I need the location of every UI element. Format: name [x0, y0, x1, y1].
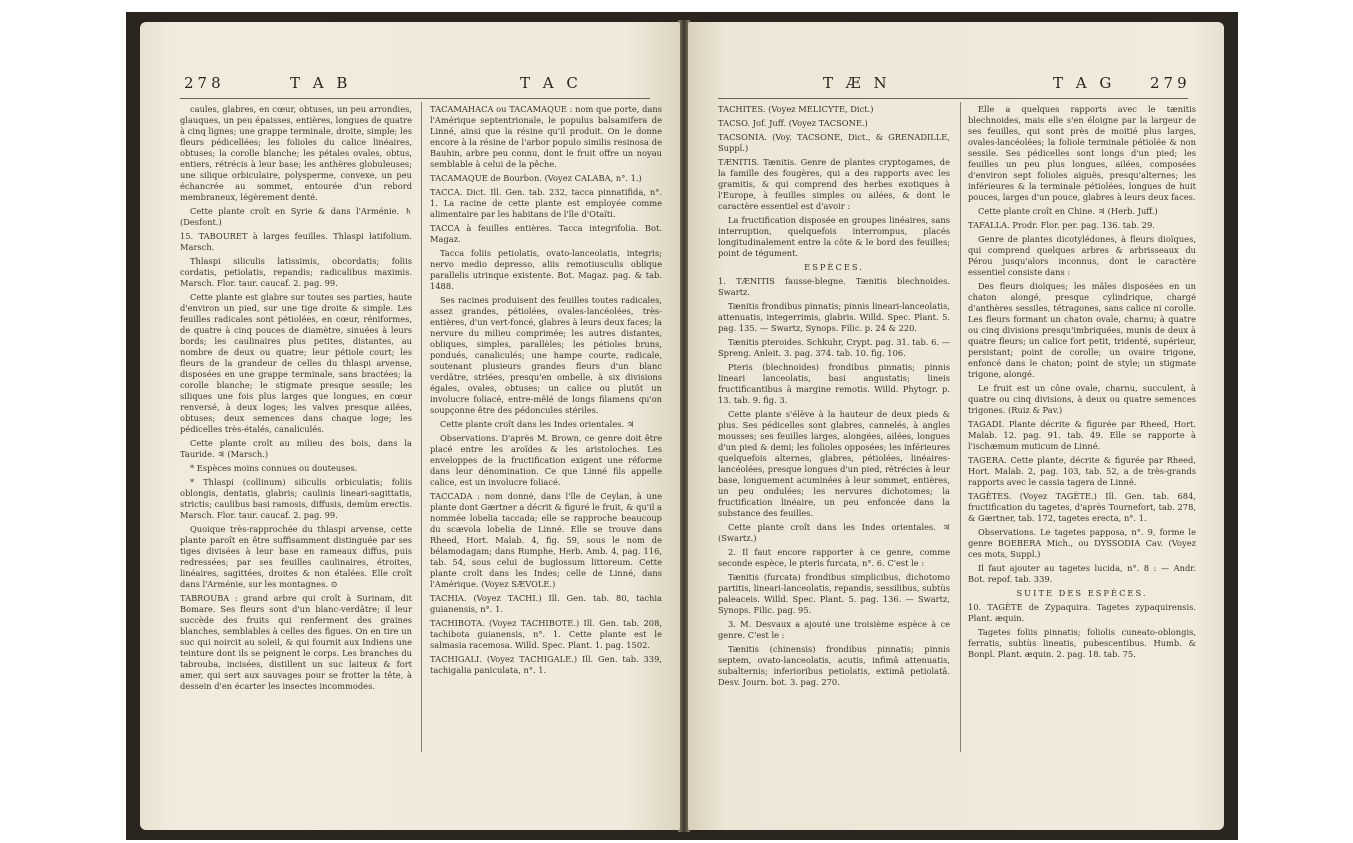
left-head-left: T A B	[290, 74, 352, 92]
text-paragraph: La fructification disposée en groupes linéaires, sans interruption, quelquefois interrompus, placés longitudinalement entre la côte & le bord des feuilles; point de tégument.	[718, 215, 950, 258]
text-paragraph: Tænitis pteroides. Schkuhr, Crypt. pag. 31. tab. 6. — Spreng. Anleit. 3. pag. 374. tab. 10. fig. 106.	[718, 337, 950, 358]
text-paragraph: TACHIGALI. (Voyez TACHIGALE.) Ill. Gen. tab. 339, tachigalia paniculata, n°. 1.	[430, 654, 662, 675]
text-paragraph: TACSO. Jof. Juff. (Voyez TACSONE.)	[718, 118, 868, 128]
text-paragraph: Genre de plantes dicotylédones, à fleurs dioïques, qui comprend quelques arbres & arbrisseaux du Pérou jusqu'alors inconnus, dont le caractère essentiel consiste dans :	[968, 234, 1196, 277]
text-paragraph: Il faut ajouter au tagetes lucida, n°. 8 : — Andr. Bot. repof. tab. 339.	[968, 563, 1196, 584]
text-paragraph: Ses racines produisent des feuilles toutes radicales, assez grandes, pétiolées, ovales-lancéolées, très-entières, d'un vert-foncé, glabres à leurs deux faces; la nervure du milieu comprimée; les autres distantes, obliques, simples, parallèles; les pétioles bruns, pondués, canaliculés; une hampe courte, radicale, soutenant plusieurs grandes fleurs d'un blanc verdâtre, striées, presqu'en ombelle, à six divisions égales, ovales, obtuses; un calice ou plutôt un involucre foliacé, entre-mêlé de longs filamens qu'on soupçonne être des pédoncules stériles.	[430, 295, 662, 415]
text-paragraph: TÆNITIS. Tænitis. Genre de plantes cryptogames, de la famille des fougères, qui a des rapports avec les gramitis, & qui comprend des herbes exotiques à l'Europe, à feuilles simples ou ailées, & dont le caractère essentiel est d'avoir :	[718, 157, 950, 211]
text-paragraph: Cette plante croît au milieu des bois, dans la Tauride. ♃ (Marsch.)	[180, 438, 412, 459]
text-paragraph: caules, glabres, en cœur, obtuses, un peu arrondies, glauques, un peu épaisses, entières, longues de quatre à cinq lignes; une grappe terminale, droite, simple; les fleurs pédicellées; les folioles du calice linéaires, obtuses; la corolle blanche; les pétales ovales, obtus, entiers, rétrécis à leur base; les anthères globuleuses; une silique orbiculaire, polysperme, convexe, un peu échancrée au sommet, entourée d'un rebord membraneux, légèrement denté.	[180, 104, 412, 202]
right-page	[688, 22, 1224, 830]
text-paragraph: TACHIBOTA. (Voyez TACHIBOTE.) Ill. Gen. tab. 208, tachibota guianensis, n°. 1. Cette plante est le salmasia racemosa. Willd. Spec. Plant. 1. pag. 1502.	[430, 618, 662, 650]
text-paragraph: Thlaspi siliculis latissimis, obcordatis; foliis cordatis, petiolatis, repandis; radicalibus maximis. Marsch. Flor. taur. caucaf. 2. pag. 99.	[180, 256, 412, 288]
text-paragraph: 10. TAGÈTE de Zypaquira. Tagetes zypaquirensis. Plant. æquin.	[968, 602, 1196, 623]
text-paragraph: Cette plante s'élève à la hauteur de deux pieds & plus. Ses pédicelles sont glabres, cannelés, à angles mousses; ses feuilles larges, alongées, ailées, longues d'un pied & demi; les folioles opposées; les inférieures quelquefois alternes, glabres, pétiolées, linéaires-lancéolées, presque longues d'un pied, rétrécies à leur base, longuement acuminées à leur sommet, entières, un peu ondulées; les nervures dichotomes; la fructification linéaire, un peu enfoncée dans la substance des feuilles.	[718, 409, 950, 518]
text-paragraph: Observations. Le tagetes papposa, n°. 9, forme le genre BOEBERA Mich., ou DYSSODIA Cav. (Voyez ces mots, Suppl.)	[968, 527, 1196, 559]
right-column-divider	[960, 102, 961, 752]
text-paragraph: Tænitis (furcata) frondibus simplicibus, dichotomo partitis, lineari-lanceolatis, repandis, sessilibus, subtùs paleaceis. Willd. Spec. Plant. 5. pag. 136. — Swartz, Synops. Filic. pag. 95.	[718, 572, 950, 615]
text-paragraph: Cette plante croît dans les Indes orientales. ♃ (Swartz.)	[718, 522, 950, 543]
text-paragraph: TACHIA. (Voyez TACHI.) Ill. Gen. tab. 80, tachia guianensis, n°. 1.	[430, 593, 662, 614]
text-paragraph: Cette plante croît en Syrie & dans l'Arménie. ♄ (Desfont.)	[180, 206, 412, 227]
text-paragraph: TACCA à feuilles entières. Tacca integrifolia. Bot. Magaz.	[430, 223, 662, 244]
book-spread	[126, 12, 1238, 840]
text-paragraph: Cette plante est glabre sur toutes ses parties, haute d'environ un pied, sur une tige droite & simple. Les feuilles radicales sont pétiolées, en cœur, réniformes, de quatre à cinq pouces de diamètre, sinuées à leurs bords; les caulinaires plus petites, distantes, au nombre de deux ou quatre; leur pétiole court; les fleurs de la grandeur de celles du thlaspi arvense, disposées en une grappe terminale, sans bractées; la corolle blanche; le stigmate presque sessile; les siliques une fois plus larges que longues, en cœur renversé, à deux loges; les valves presque ailées, obtuses; deux semences dans chaque loge; les pédicelles très-étalés, canaliculés.	[180, 292, 412, 434]
right-column-2	[968, 104, 1196, 663]
text-paragraph: * Thlaspi (collinum) siliculis orbiculatis; foliis oblongis, dentatis, glabris; caulinis lineari-sagittatis, strictis; caulibus basi ramosis, diffusis, demùm erectis. Marsch. Flor. taur. caucaf. 2. pag. 99.	[180, 477, 412, 520]
text-paragraph: Pteris (blechnoides) frondibus pinnatis; pinnis lineari lanceolatis, basi angustatis; lineis fructificantibus à margine remotis. Willd. Phytogr. p. 13. tab. 9. fig. 3.	[718, 362, 950, 405]
left-page-number: 278	[184, 74, 225, 92]
text-paragraph: TAFALLA. Prodr. Flor. per. pag. 136. tab. 29.	[968, 220, 1155, 230]
right-head-rule	[718, 98, 1188, 99]
text-paragraph: Elle a quelques rapports avec le tænitis blechnoides, mais elle s'en éloigne par la largeur de ses feuilles, qui sont près de moitié plus larges, ovales-lancéolées; la foliole terminale pétiolée & non sessile. Ses pédicelles sont longs d'un pied; les feuilles un peu plus longues, ailées, composées d'environ sept folioles aiguës, presqu'alternes; les inférieures & la terminale pétiolées, longues de huit pouces, larges d'un pouce, glabres à leurs deux faces.	[968, 104, 1196, 202]
left-column-1	[180, 104, 412, 695]
text-paragraph: * Espèces moins connues ou douteuses.	[190, 463, 358, 473]
right-head-right: T A G	[1053, 74, 1116, 92]
text-paragraph: Quoique très-rapprochée du thlaspi arvense, cette plante paroît en être suffisamment distinguée par ses tiges divisées à leur base en rameaux diffus, puis redressées; par ses feuilles caulinaires, étroites, linéaires, sagittées, droites & non étalées. Elle croît dans l'Arménie, sur les montagnes. ⊙	[180, 524, 412, 589]
text-paragraph: TAGERA. Cette plante, décrite & figurée par Rheed, Hort. Malab. 2, pag. 103, tab. 52, a de très-grands rapports avec le cassia tagera de Linné.	[968, 455, 1196, 487]
left-column-2	[430, 104, 662, 679]
text-paragraph: 1. TÆNITIS fausse-blegne. Tænitis blechnoides. Swartz.	[718, 276, 950, 297]
left-head-rule	[180, 98, 650, 99]
right-running-head	[688, 74, 1224, 96]
text-paragraph: Tænitis (chinensis) frondibus pinnatis; pinnis septem, ovato-lanceolatis, acutis, infimâ attenuatis, subalternis; inferioribus petiolatis, extimâ petiolatâ. Desv. Journ. bot. 3. pag. 270.	[718, 644, 950, 687]
right-head-left: T Æ N	[823, 74, 891, 92]
text-paragraph: TACCADA : nom donné, dans l'île de Ceylan, à une plante dont Gærtner a décrit & figuré le fruit, & qu'il a nommée lobelia taccada; elle se rapproche beaucoup du scævola lobelia de Linné. Elle se trouve dans Rheed, Hort. Malab. 4, fig. 59, sous le nom de bélamodagam; dans Rumphe, Herb. Amb. 4, pag. 116, tab. 54, sous celui de buglossum littoreum. Cette plante croît dans les Indes; celle de Linné, dans l'Amérique. (Voyez SÆVOLE.)	[430, 491, 662, 589]
text-paragraph: Tacca foliis petiolatis, ovato-lanceolatis, integris; nervo medio depresso, aliis remotiusculis oblique parallelis utrinque existente. Bot. Magaz. pag. & tab. 1488.	[430, 248, 662, 291]
text-paragraph: TACCA. Dict. Ill. Gen. tab. 232, tacca pinnatifida, n°. 1. La racine de cette plante est employée comme alimentaire par les habitans de l'île d'Otaïti.	[430, 187, 662, 219]
text-paragraph: TAGADI. Plante décrite & figurée par Rheed, Hort. Malab. 12. pag. 91. tab. 49. Elle se rapporte à l'ischæmum muticum de Linné.	[968, 419, 1196, 451]
text-paragraph: TAGÈTES. (Voyez TAGÈTE.) Ill. Gen. tab. 684, fructification du tagetes, d'après Tournefort, tab. 278, & Gærtner, tab. 172, tagetes erecta, n°. 1.	[968, 491, 1196, 523]
left-head-right: T A C	[520, 74, 582, 92]
text-paragraph: TACHITES. (Voyez MELICYTE, Dict.)	[718, 104, 874, 114]
text-paragraph: TACSONIA. (Voy. TACSONE, Dict., & GRENADILLE, Suppl.)	[718, 132, 950, 153]
left-page	[140, 22, 680, 830]
text-paragraph: Cette plante croît dans les Indes orientales. ♃	[440, 419, 635, 429]
text-paragraph: TACAMAQUE de Bourbon. (Voyez CALABA, n°. 1.)	[430, 173, 642, 183]
text-paragraph: Tænitis frondibus pinnatis; pinnis lineari-lanceolatis, attenuatis, integerrimis, glabris. Willd. Spec. Plant. 5. pag. 135. — Swartz, Synops. Filic. p. 24 & 220.	[718, 301, 950, 333]
text-paragraph: Des fleurs dioïques; les mâles disposées en un chaton alongé, presque cylindrique, chargé d'anthères sessiles, tétragones, sans calice ni corolle. Les fleurs formant un chaton ovale, charnu; à quatre ou cinq divisions presqu'imbriquées, munis de deux à quatre fleurs; un calice fort petit, tridenté, supérieur, persistant; point de corolle; un ovaire trigone, enfoncé dans le chaton; point de style; un stigmate trigone, alongé.	[968, 281, 1196, 379]
text-paragraph: Observations. D'après M. Brown, ce genre doit être placé entre les aroïdes & les aristoloches. Les enveloppes de la fructification exigent une réforme dans leur dénomination. Ce que Linné fils appelle calice, est un involucre foliacé.	[430, 433, 662, 487]
text-paragraph: TABROUBA : grand arbre qui croît à Surinam, dit Bomare. Ses fleurs sont d'un blanc-verdâtre; il leur succède des fruits qui renferment des graines blanches, semblables à celles des figues. On en tire un suc qui noircit au soleil, & qui fournit aux Indiens une teinture dont ils se peignent le corps. Les branches du tabrouba, incisées, distillent un suc laiteux & fort amer, qui sert aux sauvages pour se frotter la tête, à dessein d'en écarter les insectes incommodes.	[180, 593, 412, 691]
text-paragraph: SUITE DES ESPÈCES.	[1016, 588, 1148, 598]
text-paragraph: TACAMAHACA ou TACAMAQUE : nom que porte, dans l'Amérique septentrionale, le populus balsamifera de Linné, ainsi que la résine qu'il produit. On le donne encore à la résine de l'arbor populo similis resinosa de Bauhin, arbre peu connu, dont le fruit offre un noyau semblable à celui de la pêche.	[430, 104, 662, 169]
left-column-divider	[421, 102, 422, 752]
text-paragraph: ESPÈCES.	[804, 262, 864, 272]
text-paragraph: 2. Il faut encore rapporter à ce genre, comme seconde espèce, le pteris furcata, n°. 6. C'est le :	[718, 547, 950, 568]
right-page-number: 279	[1150, 74, 1191, 92]
text-paragraph: Cette plante croît en Chine. ♃ (Herb. Juff.)	[978, 206, 1158, 216]
text-paragraph: 3. M. Desvaux a ajouté une troisième espèce à ce genre. C'est le :	[718, 619, 950, 640]
text-paragraph: Tagetes foliis pinnatis; foliolis cuneato-oblongis, ferratis, subtùs lineatis, pubescentibus. Humb. & Bonpl. Plant. æquin. 2. pag. 18. tab. 75.	[968, 627, 1196, 659]
text-paragraph: Le fruit est un cône ovale, charnu, succulent, à quatre ou cinq divisions, à deux ou quatre semences trigones. (Ruiz & Pav.)	[968, 383, 1196, 415]
left-running-head	[140, 74, 680, 96]
right-column-1	[718, 104, 950, 691]
text-paragraph: 15. TABOURET à larges feuilles. Thlaspi latifolium. Marsch.	[180, 231, 412, 252]
